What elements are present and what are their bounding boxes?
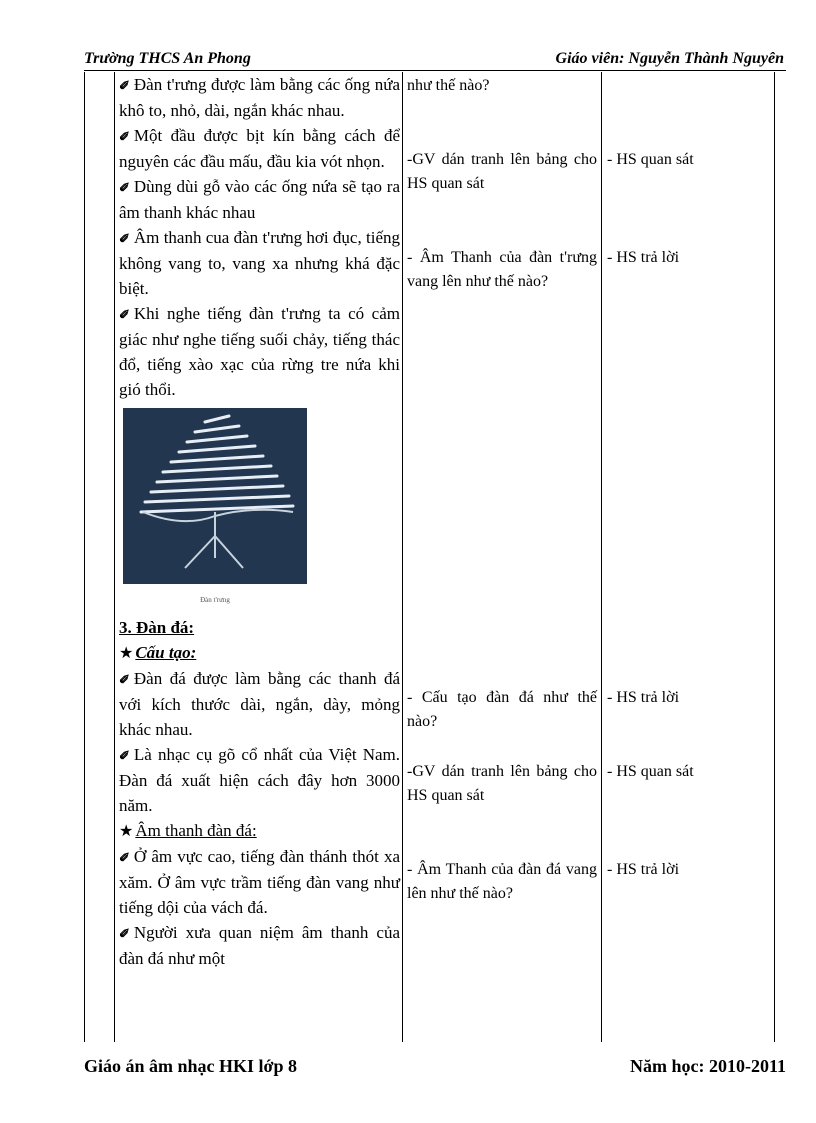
student-text: - HS quan sát bbox=[607, 763, 694, 780]
content-column bbox=[119, 72, 400, 971]
school-name: Trường THCS An Phong bbox=[84, 50, 251, 67]
t-rung-instrument-illustration bbox=[123, 408, 307, 584]
bullet-icon: ✐ bbox=[119, 231, 130, 246]
teacher-question: - Âm Thanh của đàn đá vang lên như thế nào? bbox=[407, 861, 597, 902]
teacher-question: - Cấu tạo đàn đá như thế nào? bbox=[407, 689, 597, 730]
bullet-icon: ✐ bbox=[119, 748, 130, 763]
star-icon: ★ bbox=[119, 645, 134, 662]
footer-title: Giáo án âm nhạc HKI lớp 8 bbox=[84, 1056, 298, 1076]
list-item: ✐ Đàn đá được làm bằng các thanh đá với kích thước dài, ngắn, dày, mỏng khác nhau. bbox=[119, 669, 400, 739]
column-divider bbox=[402, 72, 403, 1042]
teacher-text: -GV dán tranh lên bảng cho HS quan sát bbox=[407, 151, 597, 192]
footer-year: Năm học: 2010-2011 bbox=[630, 1056, 786, 1076]
bullet-icon: ✐ bbox=[119, 78, 130, 93]
column-divider bbox=[114, 72, 115, 1042]
list-item: ✐ Âm thanh cua đàn t'rưng hơi đục, tiếng không vang to, vang xa nhưng khá đặc biệt. bbox=[119, 228, 400, 298]
page-header bbox=[84, 50, 784, 72]
list-item: ✐ Dùng dùi gỗ vào các ống nứa sẽ tạo ra âm thanh khác nhau bbox=[119, 177, 400, 222]
t-rung-image bbox=[123, 408, 307, 584]
student-text: - HS trả lời bbox=[607, 689, 680, 706]
teacher-name: Giáo viên: Nguyễn Thành Nguyên bbox=[555, 50, 784, 67]
section-title: 3. Đàn đá: bbox=[119, 618, 195, 637]
subsection-title: ★ Âm thanh đàn đá: bbox=[119, 821, 257, 840]
bullet-icon: ✐ bbox=[119, 850, 130, 865]
student-text: - HS trả lời bbox=[607, 861, 680, 878]
subsection-title: ★ Cấu tạo: bbox=[119, 643, 197, 662]
list-item: ✐ Là nhạc cụ gõ cổ nhất của Việt Nam. Đàn đá xuất hiện cách đây hơn 3000 năm. bbox=[119, 745, 400, 815]
list-item: ✐ Khi nghe tiếng đàn t'rưng ta có cảm giác như nghe tiếng suối chảy, tiếng thác đổ, tiếng xào xạc của rừng tre nứa khi gió thổi. bbox=[119, 304, 400, 399]
teacher-question: - Âm Thanh của đàn t'rưng vang lên như thế nào? bbox=[407, 249, 597, 290]
list-item: ✐ Ở âm vực cao, tiếng đàn thánh thót xa xăm. Ở âm vực trầm tiếng đàn vang như tiếng dội của vách đá. bbox=[119, 847, 400, 917]
bullet-icon: ✐ bbox=[119, 180, 130, 195]
teacher-text: -GV dán tranh lên bảng cho HS quan sát bbox=[407, 763, 597, 804]
bullet-icon: ✐ bbox=[119, 129, 130, 144]
student-text: - HS trả lời bbox=[607, 249, 680, 266]
header-rule bbox=[84, 70, 786, 71]
list-item: ✐ Một đầu được bịt kín bằng cách để nguyên các đầu mấu, đầu kia vót nhọn. bbox=[119, 126, 400, 171]
list-item: ✐ Đàn t'rưng được làm bằng các ống nứa khô to, nhỏ, dài, ngắn khác nhau. bbox=[119, 75, 400, 120]
bullet-icon: ✐ bbox=[119, 307, 130, 322]
star-icon: ★ bbox=[119, 823, 134, 840]
column-divider bbox=[601, 72, 602, 1042]
bullet-icon: ✐ bbox=[119, 672, 130, 687]
teacher-text: như thế nào? bbox=[407, 77, 490, 94]
list-item: ✐ Người xưa quan niệm âm thanh của đàn đá như một bbox=[119, 923, 400, 968]
lesson-table bbox=[84, 72, 775, 1042]
image-caption: Đàn t'rưng bbox=[200, 596, 230, 604]
student-text: - HS quan sát bbox=[607, 151, 694, 168]
bullet-icon: ✐ bbox=[119, 926, 130, 941]
